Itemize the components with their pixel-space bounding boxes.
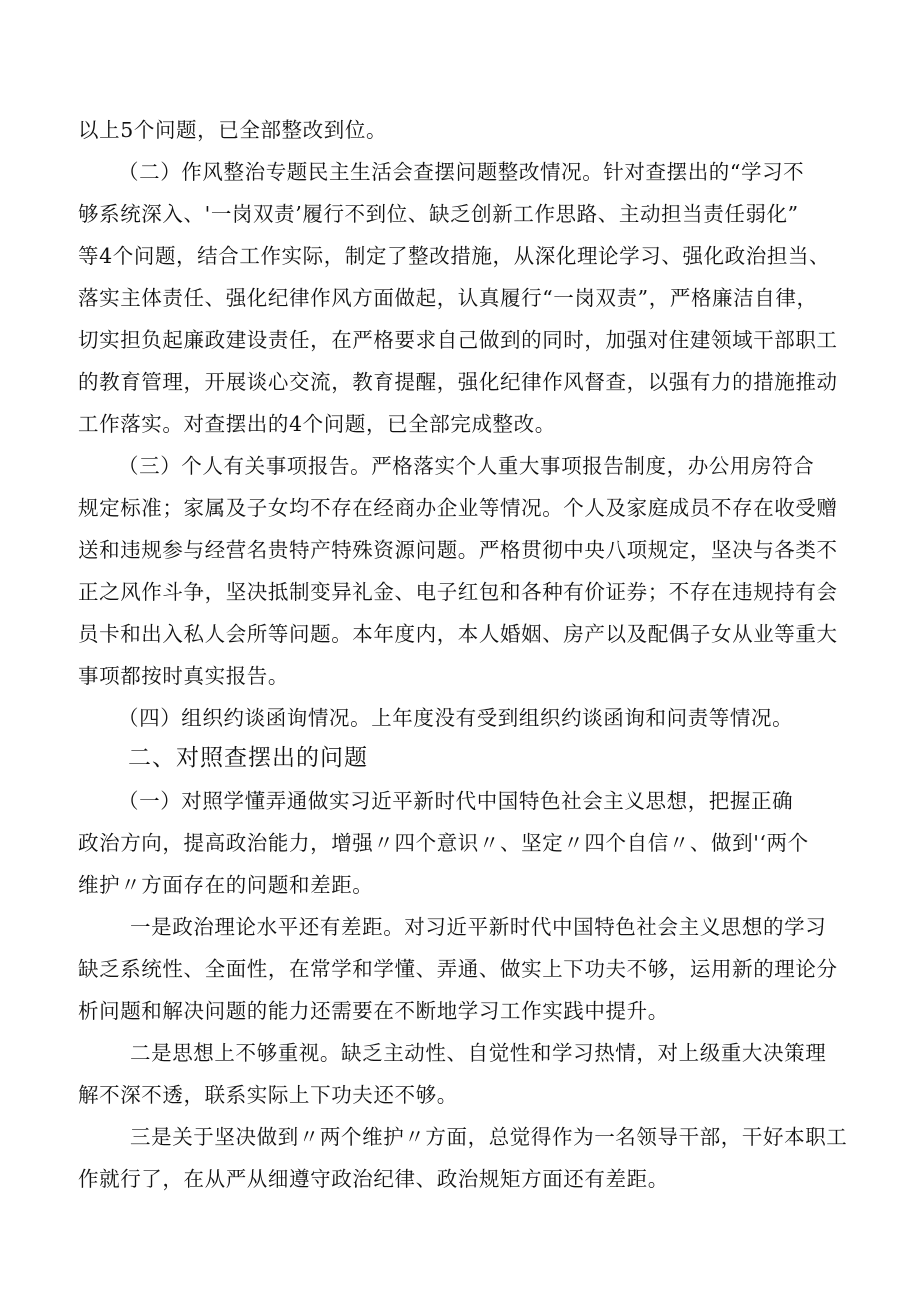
text-line: 落实主体责任、强化纪律作风方面做起，认真履行“一岗双责”，严格廉洁自律， <box>78 286 818 310</box>
text-line: 析问题和解决问题的能力还需要在不断地学习工作实践中提升。 <box>78 999 669 1023</box>
paragraph-first-line: （三）个人有关事项报告。严格落实个人重大事项报告制度，办公用房符合 <box>118 454 815 478</box>
text-line: 事项都按时真实报告。 <box>78 664 289 688</box>
text-line: 维护〃方面存在的问题和差距。 <box>78 873 374 897</box>
text-line: 规定标准；家属及子女均不存在经商办企业等情况。个人及家庭成员不存在收受赠 <box>78 496 838 520</box>
text-line: 正之风作斗争，坚决抵制变异礼金、电子红包和各种有价证券；不存在违规持有会 <box>78 580 838 604</box>
paragraph-first-line: （一）对照学懂弄通做实习近平新时代中国特色社会主义思想，把握正确 <box>118 789 794 813</box>
text-line: 够系统深入、'一岗双责’履行不到位、缺乏创新工作思路、主动担当责任弱化” <box>78 202 799 226</box>
text-line: 政治方向，提高政治能力，增强〃四个意识〃、坚定〃四个自信〃、做到'‘两个 <box>78 831 809 855</box>
text-line: 等4个问题，结合工作实际，制定了整改措施，从深化理论学习、强化政治担当、 <box>78 244 831 268</box>
text-line: 送和违规参与经营名贵特产特殊资源问题。严格贯彻中央八项规定，坚决与各类不 <box>78 538 838 562</box>
text-line: 的教育管理，开展谈心交流，教育提醒，强化纪律作风督查，以强有力的措施推动 <box>78 370 838 394</box>
text-line: 解不深不透，联系实际上下功夫还不够。 <box>78 1083 458 1107</box>
text-line: 以上5个问题，已全部整改到位。 <box>78 118 388 142</box>
paragraph-first-line: 三是关于坚决做到〃两个维护〃方面，总觉得作为一名领导干部，干好本职工 <box>130 1125 848 1149</box>
paragraph-first-line: 二是思想上不够重视。缺乏主动性、自觉性和学习热情，对上级重大决策理 <box>130 1041 827 1065</box>
text-line: 工作落实。对查摆出的4个问题，已全部完成整改。 <box>78 412 556 436</box>
paragraph-first-line: 一是政治理论水平还有差距。对习近平新时代中国特色社会主义思想的学习 <box>130 915 827 939</box>
text-line: 员卡和出入私人会所等问题。本年度内，本人婚姻、房产以及配偶子女从业等重大 <box>78 622 838 646</box>
text-line: 切实担负起廉政建设责任，在严格要求自己做到的同时，加强对住建领域干部职工 <box>78 328 838 352</box>
text-line: 作就行了，在从严从细遵守政治纪律、政治规矩方面还有差距。 <box>78 1167 669 1191</box>
section-heading: 二、对照查摆出的问题 <box>128 745 368 771</box>
text-line: 缺乏系统性、全面性，在常学和学懂、弄通、做实上下功夫不够，运用新的理论分 <box>78 957 838 981</box>
paragraph-first-line: （二）作风整治专题民主生活会查摆问题整改情况。针对查摆出的“学习不 <box>118 160 805 184</box>
paragraph-first-line: （四）组织约谈函询情况。上年度没有受到组织约谈函询和问责等情况。 <box>118 706 794 730</box>
